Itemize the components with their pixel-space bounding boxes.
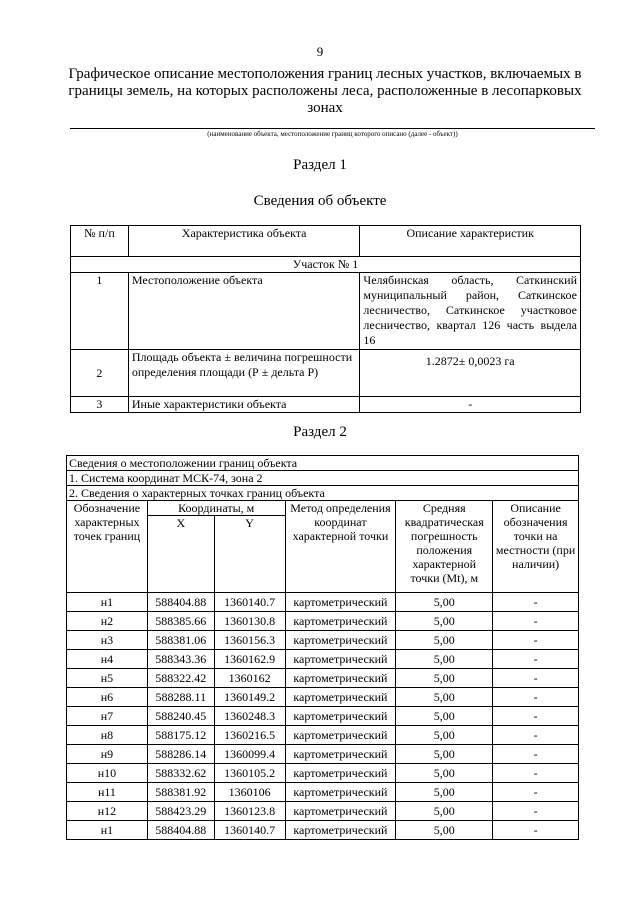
point-error: 5,00 xyxy=(396,612,493,631)
point-y: 1360099.4 xyxy=(214,745,285,764)
point-x: 588381.92 xyxy=(147,783,214,802)
header-x: X xyxy=(147,516,214,593)
table-row xyxy=(67,726,579,745)
section1-subheading: Сведения об объекте xyxy=(253,193,387,209)
point-y: 1360106 xyxy=(214,783,285,802)
table-row xyxy=(71,350,581,397)
point-y: 1360105.2 xyxy=(214,764,285,783)
point-marker: - xyxy=(493,726,579,745)
point-id: н1 xyxy=(67,593,148,612)
row-num: 3 xyxy=(71,397,129,413)
point-error: 5,00 xyxy=(396,593,493,612)
point-method: картометрический xyxy=(285,764,396,783)
table-row xyxy=(67,669,579,688)
table-row xyxy=(67,631,579,650)
point-y: 1360130.8 xyxy=(214,612,285,631)
point-error: 5,00 xyxy=(396,821,493,840)
point-id: н4 xyxy=(67,650,148,669)
row-description: - xyxy=(360,397,581,413)
header-method: Метод определения координат характерной точки xyxy=(285,501,396,593)
boundaries-title: Сведения о местоположении границ объекта xyxy=(67,456,579,471)
point-y: 1360140.7 xyxy=(214,821,285,840)
point-method: картометрический xyxy=(285,821,396,840)
point-x: 588343.36 xyxy=(147,650,214,669)
table-row xyxy=(71,397,581,413)
point-y: 1360140.7 xyxy=(214,593,285,612)
plot-label: Участок № 1 xyxy=(71,257,581,273)
point-y: 1360248.3 xyxy=(214,707,285,726)
table-header-row xyxy=(71,226,581,257)
point-x: 588240.45 xyxy=(147,707,214,726)
point-error: 5,00 xyxy=(396,802,493,821)
point-id: н12 xyxy=(67,802,148,821)
header-designation: Обозначение характерных точек границ xyxy=(67,501,148,593)
table-row xyxy=(67,821,579,840)
point-method: картометрический xyxy=(285,650,396,669)
point-id: н7 xyxy=(67,707,148,726)
point-y: 1360216.5 xyxy=(214,726,285,745)
row-characteristic: Площадь объекта ± величина погрешности определения площади (Р ± дельта Р) xyxy=(128,350,360,397)
table-row xyxy=(67,783,579,802)
point-id: н9 xyxy=(67,745,148,764)
point-x: 588175.12 xyxy=(147,726,214,745)
point-error: 5,00 xyxy=(396,669,493,688)
table-row xyxy=(67,745,579,764)
table-row xyxy=(67,707,579,726)
point-x: 588381.06 xyxy=(147,631,214,650)
point-marker: - xyxy=(493,707,579,726)
table-row xyxy=(67,612,579,631)
page-number: 9 xyxy=(316,44,324,59)
row-characteristic: Местоположение объекта xyxy=(128,273,360,350)
point-y: 1360156.3 xyxy=(214,631,285,650)
coord-system: 1. Система координат МСК-74, зона 2 xyxy=(67,471,579,486)
point-x: 588322.42 xyxy=(147,669,214,688)
point-marker: - xyxy=(493,764,579,783)
point-x: 588385.66 xyxy=(147,612,214,631)
point-method: картометрический xyxy=(285,631,396,650)
header-coords: Координаты, м xyxy=(147,501,285,516)
object-info-table xyxy=(70,225,581,413)
point-method: картометрический xyxy=(285,783,396,802)
point-method: картометрический xyxy=(285,669,396,688)
document-title: Графическое описание местоположения границ лесных участков, включаемых в границы земель, на которых расположены леса, расположенные в лесопарковых зонах xyxy=(68,66,582,116)
point-id: н8 xyxy=(67,726,148,745)
row-characteristic: Иные характеристики объекта xyxy=(128,397,360,413)
header-y: Y xyxy=(214,516,285,593)
point-id: н10 xyxy=(67,764,148,783)
point-y: 1360162 xyxy=(214,669,285,688)
table-row xyxy=(67,764,579,783)
section1-heading: Раздел 1 xyxy=(293,157,347,173)
row-num: 1 xyxy=(71,273,129,350)
points-body xyxy=(67,593,579,840)
point-marker: - xyxy=(493,802,579,821)
point-id: н2 xyxy=(67,612,148,631)
title-caption: (наименование объекта, местоположение границ которого описано (далее - объект)) xyxy=(207,130,458,138)
point-x: 588404.88 xyxy=(147,821,214,840)
row-description: Челябинская область, Саткинский муниципальный район, Саткинское лесничество, Саткинское участковое лесничество, квартал 126 часть выдела 16 xyxy=(360,273,581,350)
point-x: 588404.88 xyxy=(147,593,214,612)
point-y: 1360123.8 xyxy=(214,802,285,821)
point-y: 1360149.2 xyxy=(214,688,285,707)
point-marker: - xyxy=(493,783,579,802)
header-num: № п/п xyxy=(71,226,129,257)
point-error: 5,00 xyxy=(396,726,493,745)
table-row xyxy=(67,650,579,669)
point-id: н3 xyxy=(67,631,148,650)
point-id: н11 xyxy=(67,783,148,802)
point-marker: - xyxy=(493,821,579,840)
plot-row xyxy=(71,257,581,273)
point-error: 5,00 xyxy=(396,764,493,783)
point-method: картометрический xyxy=(285,612,396,631)
point-marker: - xyxy=(493,631,579,650)
point-x: 588286.14 xyxy=(147,745,214,764)
points-title: 2. Сведения о характерных точках границ объекта xyxy=(67,486,579,501)
point-id: н1 xyxy=(67,821,148,840)
point-method: картометрический xyxy=(285,688,396,707)
point-method: картометрический xyxy=(285,707,396,726)
point-x: 588288.11 xyxy=(147,688,214,707)
point-error: 5,00 xyxy=(396,631,493,650)
table-header-row xyxy=(67,501,579,516)
header-error: Средняя квадратическая погрешность положения характерной точки (Mt), м xyxy=(396,501,493,593)
point-marker: - xyxy=(493,669,579,688)
point-method: картометрический xyxy=(285,802,396,821)
section2-heading: Раздел 2 xyxy=(293,424,347,440)
point-error: 5,00 xyxy=(396,707,493,726)
table-row xyxy=(67,802,579,821)
row-num: 2 xyxy=(71,350,129,397)
point-method: картометрический xyxy=(285,726,396,745)
point-method: картометрический xyxy=(285,593,396,612)
header-description: Описание характеристик xyxy=(360,226,581,257)
point-marker: - xyxy=(493,745,579,764)
point-x: 588332.62 xyxy=(147,764,214,783)
point-marker: - xyxy=(493,593,579,612)
table-row xyxy=(67,688,579,707)
point-id: н6 xyxy=(67,688,148,707)
point-error: 5,00 xyxy=(396,783,493,802)
point-marker: - xyxy=(493,612,579,631)
boundary-points-table xyxy=(66,455,579,840)
point-marker: - xyxy=(493,650,579,669)
table-row xyxy=(71,273,581,350)
point-id: н5 xyxy=(67,669,148,688)
row-description: 1.2872± 0,0023 га xyxy=(360,350,581,397)
point-error: 5,00 xyxy=(396,688,493,707)
point-marker: - xyxy=(493,688,579,707)
point-x: 588423.29 xyxy=(147,802,214,821)
point-method: картометрический xyxy=(285,745,396,764)
header-marker: Описание обозначения точки на местности (при наличии) xyxy=(493,501,579,593)
point-error: 5,00 xyxy=(396,650,493,669)
title-underline xyxy=(70,128,595,129)
table-row xyxy=(67,593,579,612)
point-y: 1360162.9 xyxy=(214,650,285,669)
header-characteristic: Характеристика объекта xyxy=(128,226,360,257)
point-error: 5,00 xyxy=(396,745,493,764)
